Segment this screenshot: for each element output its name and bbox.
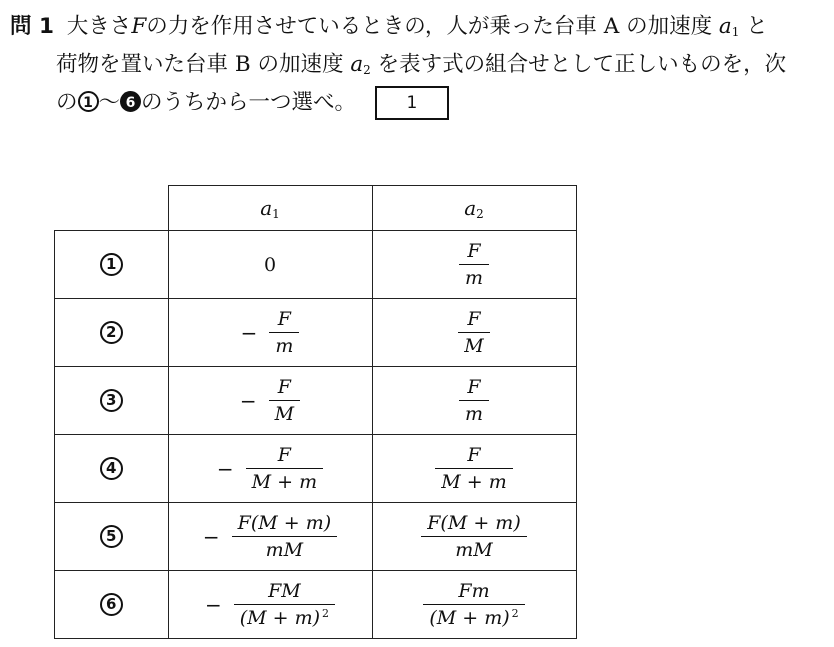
- denominator: mM: [265, 539, 304, 561]
- fraction: [435, 444, 512, 493]
- denominator: [423, 605, 524, 629]
- question-text: 荷物を置いた台車 B の加速度: [56, 52, 344, 77]
- question-line-2: [10, 46, 830, 84]
- fraction: [269, 376, 300, 425]
- denominator: M: [464, 335, 484, 357]
- answer-box[interactable]: 1: [375, 86, 449, 120]
- minus-sign: −: [202, 524, 220, 549]
- a1-cell: [168, 367, 372, 435]
- choice-number[interactable]: 6: [100, 593, 123, 616]
- choice-number[interactable]: 5: [100, 525, 123, 548]
- question-text: を表す式の組合せとして正しいものを，次: [377, 52, 787, 77]
- numerator: F: [467, 376, 481, 398]
- table-row[interactable]: [55, 299, 577, 367]
- accel-a2-symbol: a: [350, 52, 364, 77]
- table-row[interactable]: [55, 231, 577, 299]
- accel-a2-subscript: 2: [363, 63, 371, 77]
- a1-cell: [168, 299, 372, 367]
- fraction: [458, 308, 489, 357]
- numerator: F: [467, 444, 481, 466]
- header-a2-subscript: 2: [476, 206, 484, 221]
- denominator: [234, 605, 335, 629]
- table-row[interactable]: [55, 435, 577, 503]
- choice-number[interactable]: 1: [100, 253, 123, 276]
- numerator: F: [277, 376, 291, 398]
- question-text: の力を作用させているときの，人が乗った台車 A の加速度: [146, 14, 713, 39]
- a2-cell: [372, 299, 576, 367]
- fraction: [421, 512, 526, 561]
- header-a1-symbol: a: [260, 195, 273, 220]
- fraction: [232, 512, 337, 561]
- denominator-base: (M + m): [239, 607, 321, 629]
- numerator: F(M + m): [237, 512, 332, 534]
- denominator: M + m: [251, 471, 318, 493]
- range-start-marker: 1: [78, 91, 99, 112]
- numerator: F: [277, 444, 291, 466]
- denominator: m: [464, 403, 484, 425]
- numerator: F: [467, 240, 481, 262]
- accel-a1-subscript: 1: [731, 25, 740, 39]
- denominator: mM: [455, 539, 493, 561]
- denominator: m: [275, 335, 294, 357]
- header-a1-subscript: 1: [272, 206, 280, 221]
- question-line-3: [10, 84, 830, 122]
- header-a1: [168, 186, 372, 231]
- minus-sign: −: [204, 592, 222, 617]
- question-text: のうちから一つ選べ。: [141, 90, 357, 115]
- accel-a1-symbol: a: [718, 14, 732, 39]
- table-row[interactable]: [55, 367, 577, 435]
- question-text: と: [746, 14, 768, 39]
- range-separator: 〜: [98, 90, 121, 115]
- numerator: Fm: [458, 580, 490, 602]
- minus-sign: −: [216, 456, 234, 481]
- a1-cell: [168, 231, 372, 299]
- fraction: [269, 308, 299, 357]
- fraction: [459, 240, 489, 289]
- question-line-1: [10, 8, 830, 46]
- accel-a2: [350, 52, 370, 77]
- exponent: 2: [322, 607, 330, 620]
- minus-sign: −: [240, 320, 258, 345]
- numerator: F: [277, 308, 291, 330]
- fraction: [423, 580, 524, 629]
- denominator-base: (M + m): [429, 607, 510, 629]
- fraction: [246, 444, 323, 493]
- question-text: の: [56, 90, 78, 115]
- table-row[interactable]: [55, 571, 577, 639]
- a1-cell: [168, 503, 372, 571]
- a2-cell: [372, 231, 576, 299]
- exponent: 2: [511, 607, 519, 620]
- range-end-marker: 6: [120, 91, 141, 112]
- header-a2: [372, 186, 576, 231]
- header-a2-symbol: a: [464, 195, 477, 220]
- question-label: 問 1: [10, 14, 54, 39]
- force-variable: F: [131, 14, 147, 39]
- choice-cell[interactable]: [55, 367, 169, 435]
- table-header-row: [55, 186, 577, 231]
- choice-number[interactable]: 2: [100, 321, 123, 344]
- a1-cell: [168, 435, 372, 503]
- numerator: FM: [268, 580, 301, 602]
- choices-table: [54, 185, 577, 639]
- header-corner: [55, 186, 169, 231]
- table-row[interactable]: [55, 503, 577, 571]
- a1-cell: [168, 571, 372, 639]
- a2-cell: [372, 367, 576, 435]
- question-block: [10, 8, 830, 122]
- choice-cell[interactable]: [55, 435, 169, 503]
- denominator: M: [274, 403, 295, 425]
- choice-cell[interactable]: [55, 571, 169, 639]
- accel-a1: [719, 14, 739, 39]
- fraction: [234, 580, 335, 629]
- a2-cell: [372, 571, 576, 639]
- choice-number[interactable]: 4: [100, 457, 123, 480]
- denominator: M + m: [441, 471, 507, 493]
- choice-cell[interactable]: [55, 299, 169, 367]
- a2-cell: [372, 503, 576, 571]
- choice-cell[interactable]: [55, 503, 169, 571]
- a1-value: 0: [263, 253, 277, 276]
- numerator: F: [467, 308, 481, 330]
- choice-number[interactable]: 3: [100, 389, 123, 412]
- denominator: m: [464, 267, 484, 289]
- choice-cell[interactable]: [55, 231, 169, 299]
- fraction: [459, 376, 489, 425]
- a2-cell: [372, 435, 576, 503]
- numerator: F(M + m): [427, 512, 521, 534]
- question-text: 大きさ: [66, 14, 132, 39]
- minus-sign: −: [239, 388, 257, 413]
